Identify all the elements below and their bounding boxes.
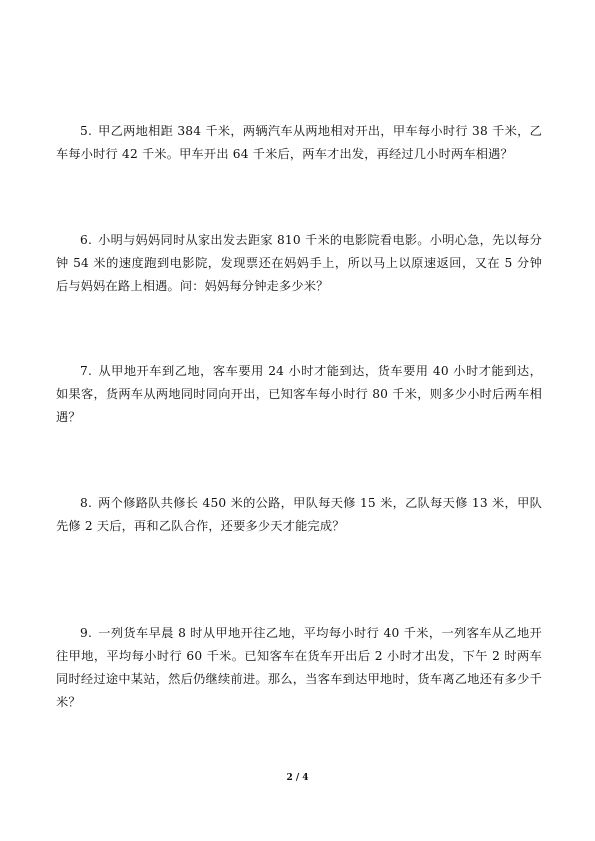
problem-9-paragraph	[56, 622, 542, 714]
problem-9-text: 一列货车早晨 8 时从甲地开往乙地，平均每小时行 40 千米，一列客车从乙地开往甲地，平均每小时行 60 千米。已知客车在货车开出后 2 小时才出发，下午 2 时两车同时经过途中某站，然后仍继续前进。那么，当客车到达甲地时，货车离乙地还有多少千米？	[56, 626, 542, 709]
problem-8-paragraph	[56, 492, 542, 538]
problem-5-text: 甲乙两地相距 384 千米，两辆汽车从两地相对开出，甲车每小时行 38 千米，乙车每小时行 42 千米。甲车开出 64 千米后，两车才出发，再经过几小时两车相遇？	[56, 124, 542, 161]
problem-7-paragraph	[56, 360, 542, 429]
problem-9	[56, 622, 542, 714]
problem-6-paragraph	[56, 229, 542, 298]
problem-5	[56, 120, 542, 166]
problem-6-number: 6.	[80, 233, 93, 247]
problem-9-number: 9.	[80, 626, 93, 640]
problem-8	[56, 492, 542, 538]
problem-5-number: 5.	[80, 124, 93, 138]
problem-7-text: 从甲地开车到乙地，客车要用 24 小时才能到达，货车要用 40 小时才能到达，如果客，货两车从两地同时同向开出，已知客车每小时行 80 千米，则多少小时后两车相遇？	[56, 364, 542, 424]
problem-7	[56, 360, 542, 429]
problem-5-paragraph	[56, 120, 542, 166]
problem-6-text: 小明与妈妈同时从家出发去距家 810 千米的电影院看电影。小明心急，先以每分钟 54 米的速度跑到电影院，发现票还在妈妈手上，所以马上以原速返回，又在 5 分钟后与妈妈在路上相遇。问：妈妈每分钟走多少米？	[56, 233, 542, 293]
problem-8-text: 两个修路队共修长 450 米的公路，甲队每天修 15 米，乙队每天修 13 米，甲队先修 2 天后，再和乙队合作，还要多少天才能完成？	[56, 496, 542, 533]
problem-7-number: 7.	[80, 364, 93, 378]
problem-6	[56, 229, 542, 298]
page-number: 2 / 4	[286, 773, 309, 783]
problem-8-number: 8.	[80, 496, 93, 510]
